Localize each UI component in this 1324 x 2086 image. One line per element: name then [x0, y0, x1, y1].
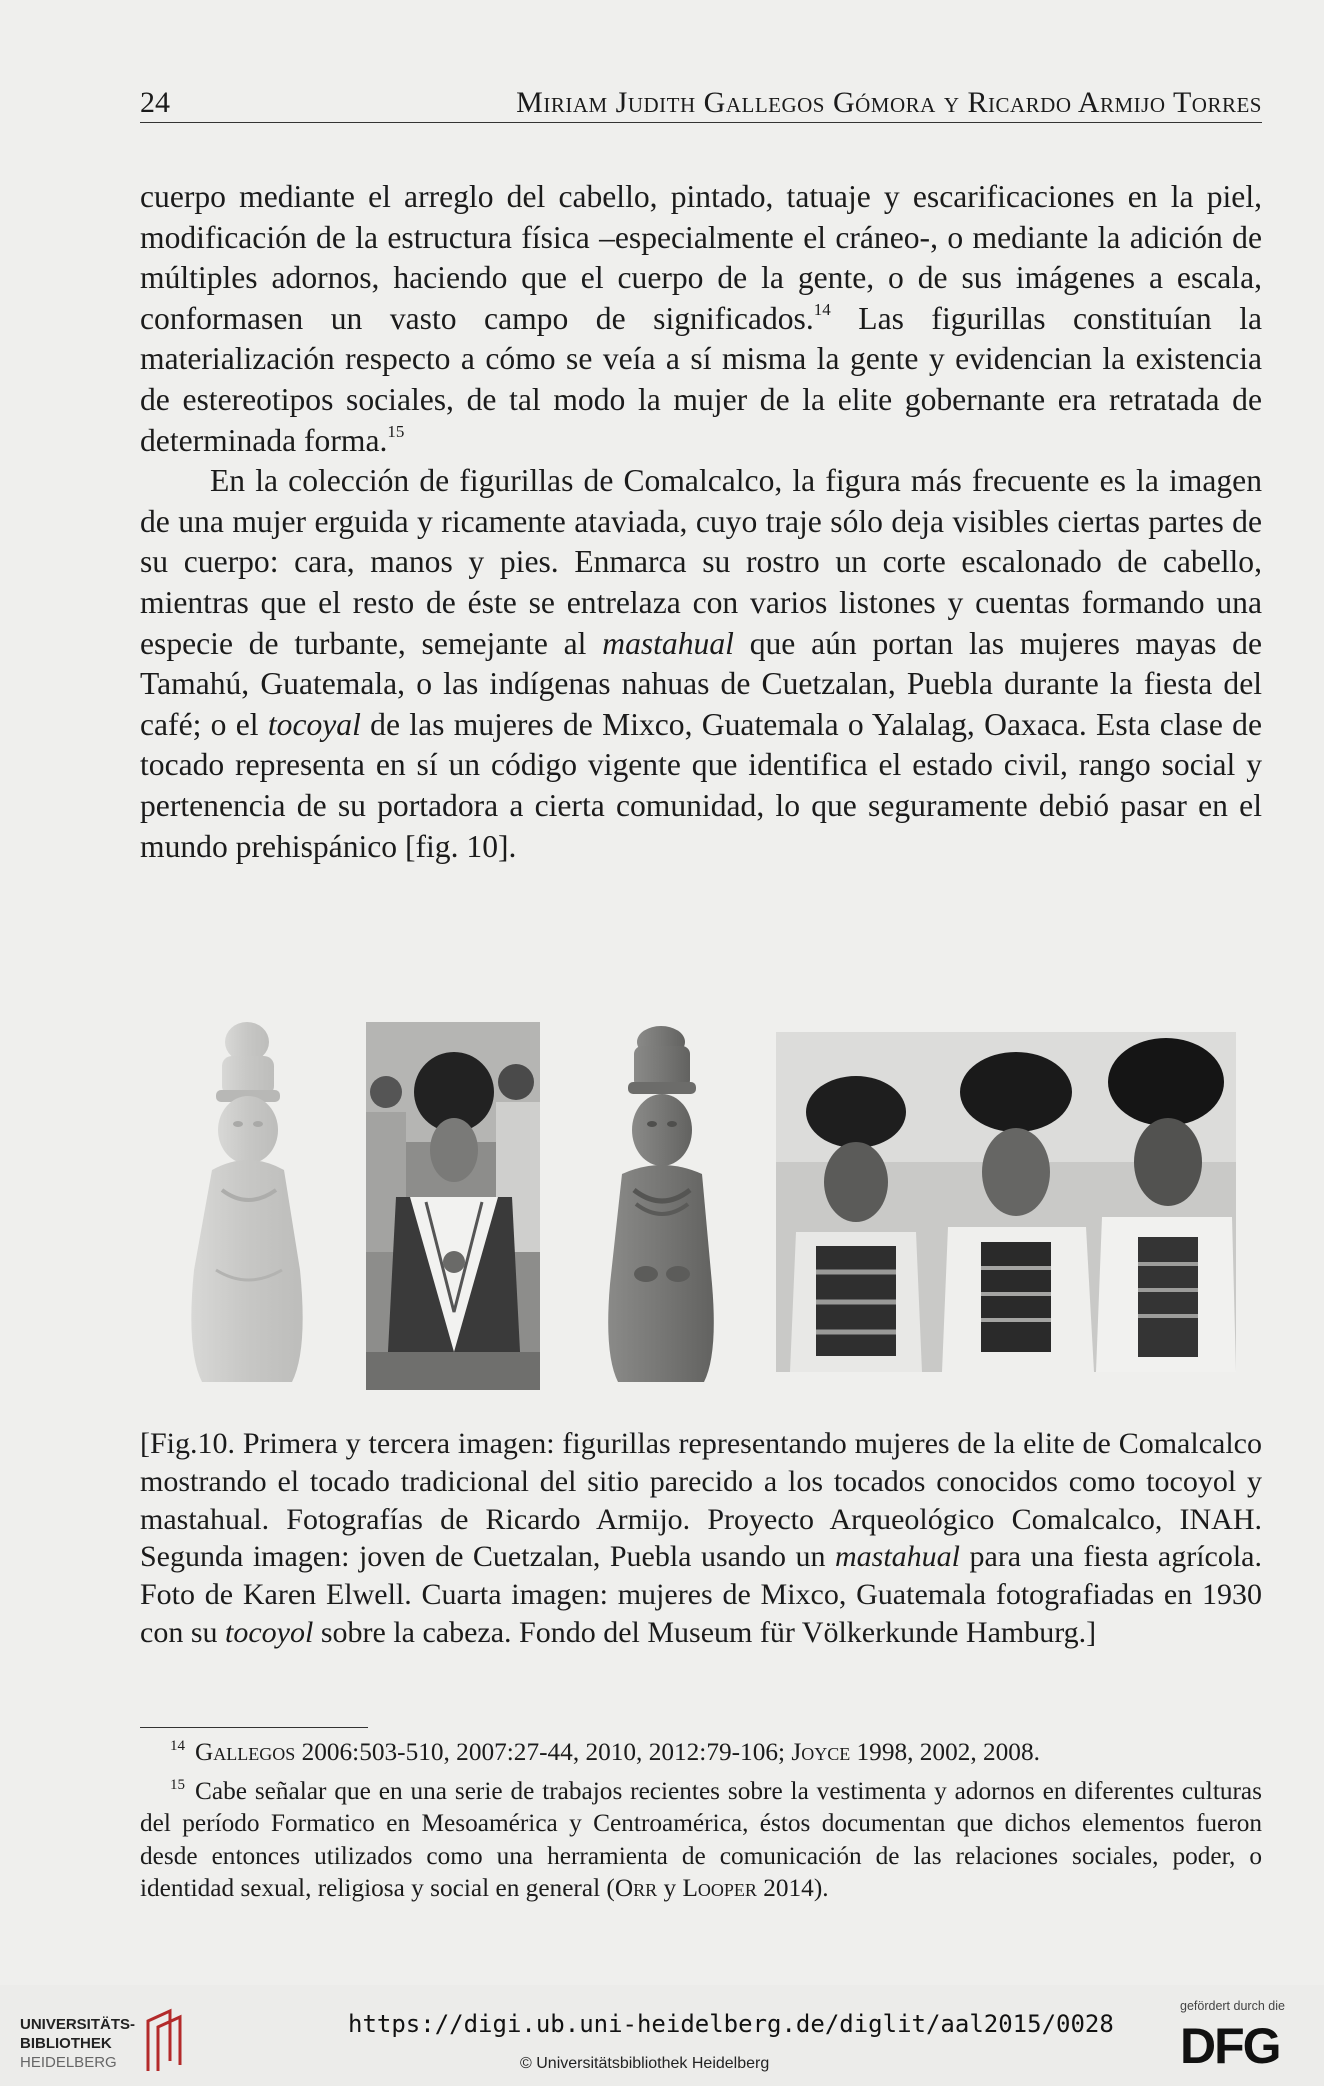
term-tocoyal: tocoyal: [267, 706, 361, 742]
footnotes: [140, 1730, 1262, 1905]
term-mastahual: mastahual: [602, 625, 734, 661]
page-number: 24: [140, 86, 170, 119]
library-name-line-3: HEIDELBERG: [20, 2054, 117, 2071]
footnote-15-text-mid: y: [657, 1874, 683, 1903]
footnote-divider: [140, 1727, 368, 1728]
footnote-14-author-1: Gallegos: [195, 1738, 296, 1766]
footnote-ref-15: 15: [387, 421, 405, 441]
footnote-15-author-2: Looper: [682, 1874, 757, 1903]
footnote-15-author-1: Orr: [614, 1874, 658, 1903]
mixco-women-photo: [776, 1032, 1236, 1372]
library-emblem-icon: [140, 2007, 192, 2075]
caption-text-a: [Fig.10. Primera y tercera imagen: figurillas representando mujeres de la elite de Comalcalco mostrando el tocado tradicional del sitio parecido a los tocados conocidos como tocoyol y mastahual. Fotografías de Ricardo Armijo. Proyecto Arqueológico Comalcalco, INAH. Segunda imagen: joven de Cuetzalan, Puebla usando un: [140, 1427, 1262, 1574]
footnote-14: [140, 1730, 1262, 1769]
dfg-logo[interactable]: DFG: [1180, 2018, 1280, 2074]
funding-note: gefördert durch die: [1180, 1999, 1285, 2013]
footnote-14-text-a: 2006:503-510, 2007:27-44, 2010, 2012:79-106;: [295, 1738, 792, 1766]
figurine-1-image: [172, 1020, 322, 1390]
university-library-logo[interactable]: [20, 2015, 240, 2075]
caption-text-c: sobre la cabeza. Fondo del Museum für Völkerkunde Hamburg.]: [313, 1615, 1097, 1649]
paragraph-1-text-b: Las figurillas constituían la materialización respecto a cómo se veía a sí misma la gente y evidencian la existencia de estereotipos sociales, de tal modo la mujer de la elite gobernante era retratada de determinada forma.: [140, 300, 1262, 458]
caption-text-b: para una fiesta agrícola. Foto de Karen Elwell. Cuarta imagen: mujeres de Mixco, Guatemala fotografiadas en 1930 con su: [140, 1540, 1262, 1649]
cuetzalan-woman-photo: [366, 1022, 540, 1390]
paragraph-2: [140, 461, 1262, 867]
footnote-ref-14: 14: [813, 299, 831, 319]
paragraph-1: [140, 177, 1262, 461]
footnote-15-number: 15: [170, 1776, 185, 1793]
copyright-notice: © Universitätsbibliothek Heidelberg: [520, 2055, 770, 2072]
library-name-line-2: BIBLIOTHEK: [20, 2035, 112, 2052]
document-url-link[interactable]: https://digi.ub.uni-heidelberg.de/diglit/aal2015/0028: [348, 2010, 1114, 2038]
page-header: [140, 82, 1262, 123]
library-name: [20, 2015, 135, 2072]
library-name-line-1: UNIVERSITÄTS-: [20, 2016, 136, 2033]
caption-term-mastahual: mastahual: [834, 1540, 960, 1574]
figure-10-images: [0, 1010, 1324, 1390]
running-head: Miriam Judith Gallegos Gómora y Ricardo Armijo Torres: [516, 86, 1262, 119]
footnote-15-text-a: Cabe señalar que en una serie de trabajos recientes sobre la vestimenta y adornos en diferentes culturas del período Formatico en Mesoamérica y Centroamérica, éstos documentan que dichos elementos fueron desde entonces utilizados como una herramienta de comunicación de las relaciones sociales, poder, o identidad sexual, religiosa y social en general (: [140, 1776, 1262, 1903]
footnote-14-number: 14: [170, 1738, 185, 1754]
paragraph-2-text-a: En la colección de figurillas de Comalcalco, la figura más frecuente es la imagen de una mujer erguida y ricamente ataviada, cuyo traje sólo deja visibles ciertas partes de su cuerpo: cara, manos y pies. Enmarca su rostro un corte escalonado de cabello, mientras que el resto de éste se entrelaza con varios listones y cuentas formando una especie de turbante, semejante al: [140, 463, 1262, 661]
body-text: [140, 177, 1262, 867]
paragraph-1-text-a: cuerpo mediante el arreglo del cabello, pintado, tatuaje y escarificaciones en la piel, modificación de la estructura física –especialmente el cráneo-, o mediante la adición de múltiples adornos, haciendo que el cuerpo de la gente, o de sus imágenes a escala, conformasen un vasto campo de significados.: [140, 179, 1262, 336]
paragraph-2-text-b: que aún portan las mujeres mayas de Tamahú, Guatemala, o las indígenas nahuas de Cuetzalan, Puebla durante la fiesta del café; o el: [140, 625, 1262, 742]
footnote-14-author-2: Joyce: [791, 1738, 851, 1766]
footnote-15-text-b: 2014).: [756, 1874, 829, 1903]
footnote-14-text-b: 1998, 2002, 2008.: [850, 1738, 1040, 1766]
figurine-3-image: [586, 1024, 736, 1390]
caption-term-tocoyol: tocoyol: [225, 1615, 314, 1649]
figure-10-caption: [140, 1425, 1262, 1652]
digitization-footer: [0, 1985, 1324, 2086]
paragraph-2-text-c: de las mujeres de Mixco, Guatemala o Yalalag, Oaxaca. Esta clase de tocado representa en sí un código vigente que identifica el estado civil, rango social y pertenencia de su portadora a cierta comunidad, lo que seguramente debió pasar en el mundo prehispánico [fig. 10].: [140, 706, 1262, 864]
footnote-15: [140, 1769, 1262, 1905]
